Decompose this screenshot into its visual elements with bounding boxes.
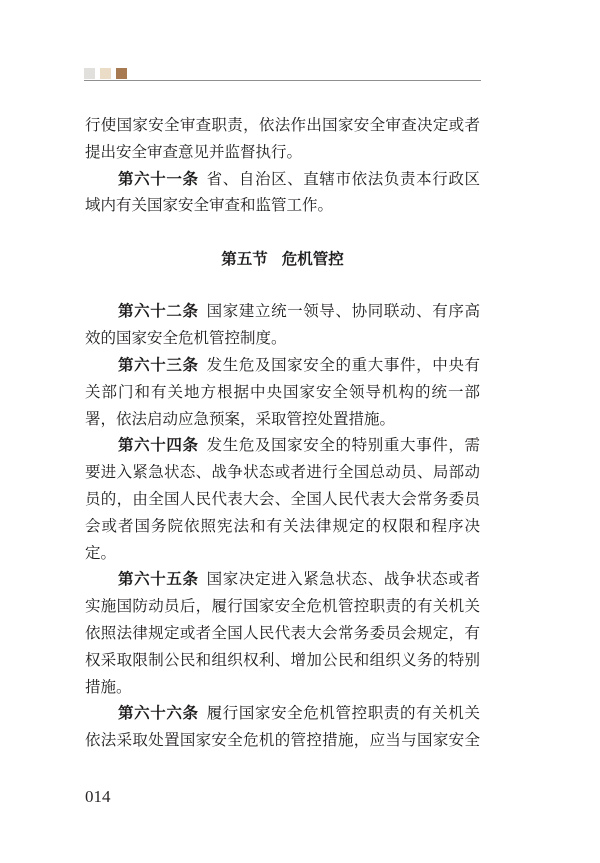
text-line: 员的，由全国人民代表大会、全国人民代表大会常务委员 bbox=[85, 489, 480, 508]
article-text: 省、自治区、直辖市依法负责本行政区 bbox=[206, 169, 480, 188]
section-heading bbox=[85, 219, 480, 298]
text-line: 要进入紧急状态、战争状态或者进行全国总动员、局部动 bbox=[85, 463, 480, 482]
article-62 bbox=[85, 298, 480, 352]
article-text: 国家建立统一领导、协同联动、有序高 bbox=[206, 302, 480, 321]
text-line: 效的国家安全危机管控制度。 bbox=[85, 329, 287, 348]
decor-square-gray bbox=[84, 68, 95, 79]
article-text: 发生危及国家安全的重大事件，中央有 bbox=[206, 355, 480, 374]
text-line: 会或者国务院依照宪法和有关法律规定的权限和程序决 bbox=[85, 516, 480, 535]
article-first-line bbox=[85, 432, 480, 459]
text-line: 提出安全审查意见并监督执行。 bbox=[85, 142, 303, 161]
article-65 bbox=[85, 566, 480, 700]
article-66 bbox=[85, 700, 480, 754]
article-first-line bbox=[85, 700, 480, 727]
article-61 bbox=[85, 166, 480, 220]
article-text: 国家决定进入紧急状态、战争状态或者 bbox=[206, 570, 480, 589]
text-line: 依法采取处置国家安全危机的管控措施，应当与国家安全 bbox=[85, 731, 480, 750]
text-line: 署，依法启动应急预案，采取管控处置措施。 bbox=[85, 409, 396, 428]
article-first-line bbox=[85, 166, 480, 193]
article-label: 第六十二条 bbox=[118, 301, 199, 321]
header-decoration bbox=[84, 68, 127, 79]
section-title: 危机管控 bbox=[281, 249, 344, 269]
article-64 bbox=[85, 432, 480, 566]
text-line: 行使国家安全审查职责，依法作出国家安全审查决定或者 bbox=[85, 116, 480, 134]
article-63 bbox=[85, 352, 480, 432]
section-number: 第五节 bbox=[221, 249, 268, 269]
article-label: 第六十五条 bbox=[118, 569, 199, 589]
article-first-line bbox=[85, 566, 480, 593]
text-line: 关部门和有关地方根据中央国家安全领导机构的统一部 bbox=[85, 382, 480, 401]
paragraph-continued bbox=[85, 112, 480, 166]
article-text: 发生危及国家安全的特别重大事件，需 bbox=[206, 436, 480, 455]
text-line: 措施。 bbox=[85, 677, 132, 696]
header-rule bbox=[84, 80, 481, 81]
decor-square-brown bbox=[116, 68, 127, 79]
text-line: 权采取限制公民和组织权利、增加公民和组织义务的特别 bbox=[85, 650, 480, 669]
body-text bbox=[85, 112, 480, 754]
page-number: 014 bbox=[85, 787, 111, 806]
text-line: 依照法律规定或者全国人民代表大会常务委员会规定，有 bbox=[85, 623, 480, 642]
text-line: 定。 bbox=[85, 543, 117, 562]
article-label: 第六十一条 bbox=[118, 168, 199, 188]
article-text: 履行国家安全危机管控职责的有关机关 bbox=[206, 704, 480, 723]
article-label: 第六十六条 bbox=[118, 703, 199, 723]
decor-square-beige bbox=[100, 68, 111, 79]
article-label: 第六十四条 bbox=[118, 435, 199, 455]
article-label: 第六十三条 bbox=[118, 354, 199, 374]
article-first-line bbox=[85, 298, 480, 325]
text-line: 实施国防动员后，履行国家安全危机管控职责的有关机关 bbox=[85, 597, 480, 616]
article-first-line bbox=[85, 352, 480, 379]
text-line: 域内有关国家安全审查和监管工作。 bbox=[85, 196, 334, 215]
